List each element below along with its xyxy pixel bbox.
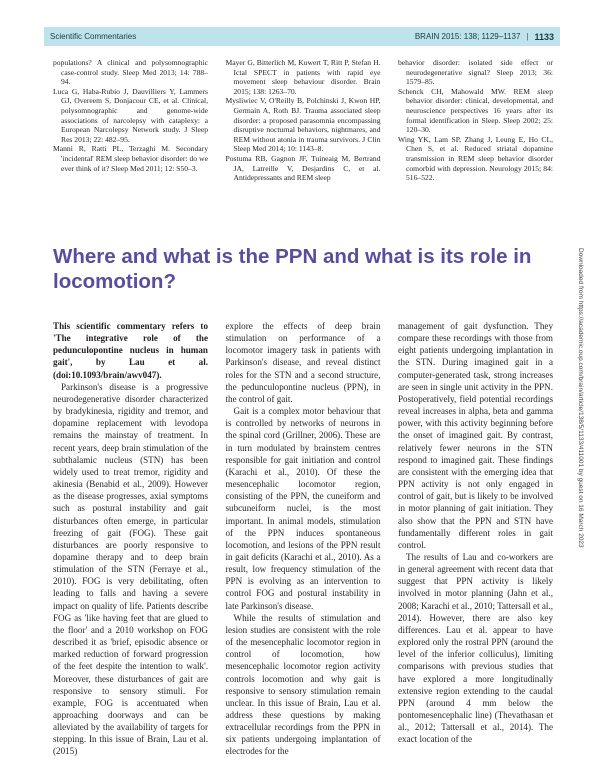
body-paragraph: management of gait dysfunction. They compare these recordings with those from eight patients undergoing implantation in the STN. During imagined gait in a computer-generated task, strong increases are seen in single unit activity in the PPN. Postoperatively, field potential recordings reveal increases in alpha, beta and gamma power, with this activity beginning before the onset of imagined gait. By contrast, relatively fewer neurons in the STN respond to imagined gait. These findings are consistent with the emerging idea that PPN activity is not only engaged in control of gait, but is likely to be involved in motor planning of gait initiation. They also show that the PPN and STN have fundamentally different roles in gait control. [398,321,553,550]
reference-entry: Wing YK, Lam SP, Zhang J, Leung E, Ho CL, Chen S, et al. Reduced striatal dopamine transmission in REM sleep behavior disorder comorbid with depression. Neurology 2015; 84: 516–522. [398,134,553,183]
body-column-1 [53,320,208,758]
journal-citation: BRAIN 2015: 138; 1129–1137 [414,32,521,41]
reference-entry: behavior disorder: isolated side effect or neurodegenerative signal? Sleep 2013; 36: 1579–85. [398,58,553,87]
reference-list [53,58,553,183]
page-number: 1133 [534,31,554,42]
body-paragraph: explore the effects of deep brain stimulation on performance of a locomotor imagery task in patients with Parkinson's disease, and reveal distinct roles for the STN and a second structure, the pedunculopontine nucleus (PPN), in the control of gait. [225,321,381,404]
article-body [53,320,553,758]
reference-entry: Mayer G, Bitterlich M, Kuwert T, Ritt P, Stefan H. Ictal SPECT in patients with rapid eye movement sleep behaviour disorder. Brain 2015; 138: 1263–70. [225,58,381,96]
body-paragraph: While the results of stimulation and lesion studies are consistent with the role of the mesencephalic locomotor region in control of locomotion, how mesencephalic locomotor region activity controls locomotion and why gait is responsive to sensory stimulation remain unclear. In this issue of Brain, Lau et al. address these questions by making extracellular recordings from the PPN in six patients undergoing implantation of electrodes for the [225,612,381,757]
reference-entry: Luca G, Haba-Rubio J, Dauvilliers Y, Lammers GJ, Overeem S, Donjacour CE, et al. Clinical, polysomnographic and genome-wide associations of narcolepsy with cataplexy: a European Narcolepsy Network study. J Sleep Res 2013; 22: 482–95. [53,86,208,144]
body-paragraph: The results of Lau and co-workers are in general agreement with recent data that suggest that PPN activity is likely involved in motor planning (Jahn et al., 2008; Karachi et al., 2010; Tattersall et al., 2014). However, there are also key differences. Lau et al. appear to have explored only the rostral PPN (around the level of the inferior colliculus), limiting comparisons with previous studies that have explored a more longitudinally extensive region extending to the caudal PPN (around 4 mm below the pontomesencephalic line) (Thevathasan et al., 2012; Tattersall et al., 2014). The exact location of the [398,551,554,745]
commentary-reference-note: This scientific commentary refers to 'The integrative role of the pedunculopontine nucleus in human gait', by Lau et al. (doi:10.1093/brain/awv047). [53,321,208,380]
reference-column-2 [226,58,381,183]
reference-column-1 [53,58,208,183]
reference-entry: Postuma RB, Gagnon JF, Tuineaig M, Bertrand JA, Latreille V, Desjardins C, et al. Antidepressants and REM sleep [225,153,381,183]
reference-entry: Manni R, Ratti PL, Terzaghi M. Secondary 'incidental' REM sleep behavior disorder: do we ever think of it? Sleep Med 2011; 12: S50–3. [53,144,208,173]
header-separator: | [526,32,529,41]
reference-entry: Schenck CH, Mahowald MW. REM sleep behavior disorder: clinical, developmental, and neuroscience perspectives 16 years after its formal identification in Sleep. Sleep 2002; 25: 120–30. [398,86,553,135]
body-paragraph: Gait is a complex motor behaviour that is controlled by networks of neurons in the spinal cord (Grillner, 2006). These are in turn modulated by brainstem centres responsible for gait initiation and control (Karachi et al., 2010). Of these the mesencephalic locomotor region, consisting of the PPN, the cuneiform and subcuneiform nuclei, is the most important. In animal models, stimulation of the PPN induces spontaneous locomotion, and lesions of the PPN result in gait deficits (Karachi et al., 2010). As a result, low frequency stimulation of the PPN is evolving as an intervention to control FOG and postural instability in late Parkinson's disease. [225,406,381,611]
reference-entry: populations? A clinical and polysomnographic case-control study. Sleep Med 2013; 14: 788–94. [53,58,208,87]
running-header [44,27,560,46]
section-label: Scientific Commentaries [50,32,137,41]
journal-info-group [415,32,554,42]
body-column-2 [226,320,381,758]
download-watermark: Downloaded from https://academic.oup.com/brain/article/138/5/1133/411001 by guest on 16 March 2023 [577,248,584,548]
reference-entry: Mysliwiec V, O'Reilly B, Polchinski J, Kwon HP, Germain A, Roth BJ. Trauma associated sleep disorder: a proposed parasomnia encompassing disruptive nocturnal behaviors, nightmares, and REM without atonia in trauma survivors. J Clin Sleep Med 2014; 10: 1143–8. [225,96,381,154]
body-column-3 [398,320,553,758]
body-paragraph: Parkinson's disease is a progressive neurodegenerative disorder characterized by bradykinesia, rigidity and tremor, and dopamine replacement with levodopa remains the mainstay of treatment. In recent years, deep brain stimulation of the subthalamic nucleus (STN) has been widely used to treat tremor, rigidity and akinesia (Benabid et al., 2009). However as the disease progresses, axial symptoms such as postural instability and gait disturbances often emerge, in particular freezing of gait (FOG). These gait disturbances are poorly responsive to dopamine therapy and to deep brain stimulation of the STN (Ferraye et al., 2010). FOG is very debilitating, often leading to falls and having a severe impact on quality of life. Patients describe FOG as 'like having feet that are glued to the floor' and a 2010 workshop on FOG described it as 'brief, episodic absence or marked reduction of forward progression of the feet despite the intention to walk'. Moreover, these disturbances of gait are responsive to sensory stimuli. For example, FOG is accentuated when approaching doorways and can be alleviated by the availability of targets for stepping. In this issue of Brain, Lau et al. (2015) [53,381,208,757]
reference-column-3 [398,58,553,183]
article-title: Where and what is the PPN and what is its role in locomotion? [53,245,532,293]
